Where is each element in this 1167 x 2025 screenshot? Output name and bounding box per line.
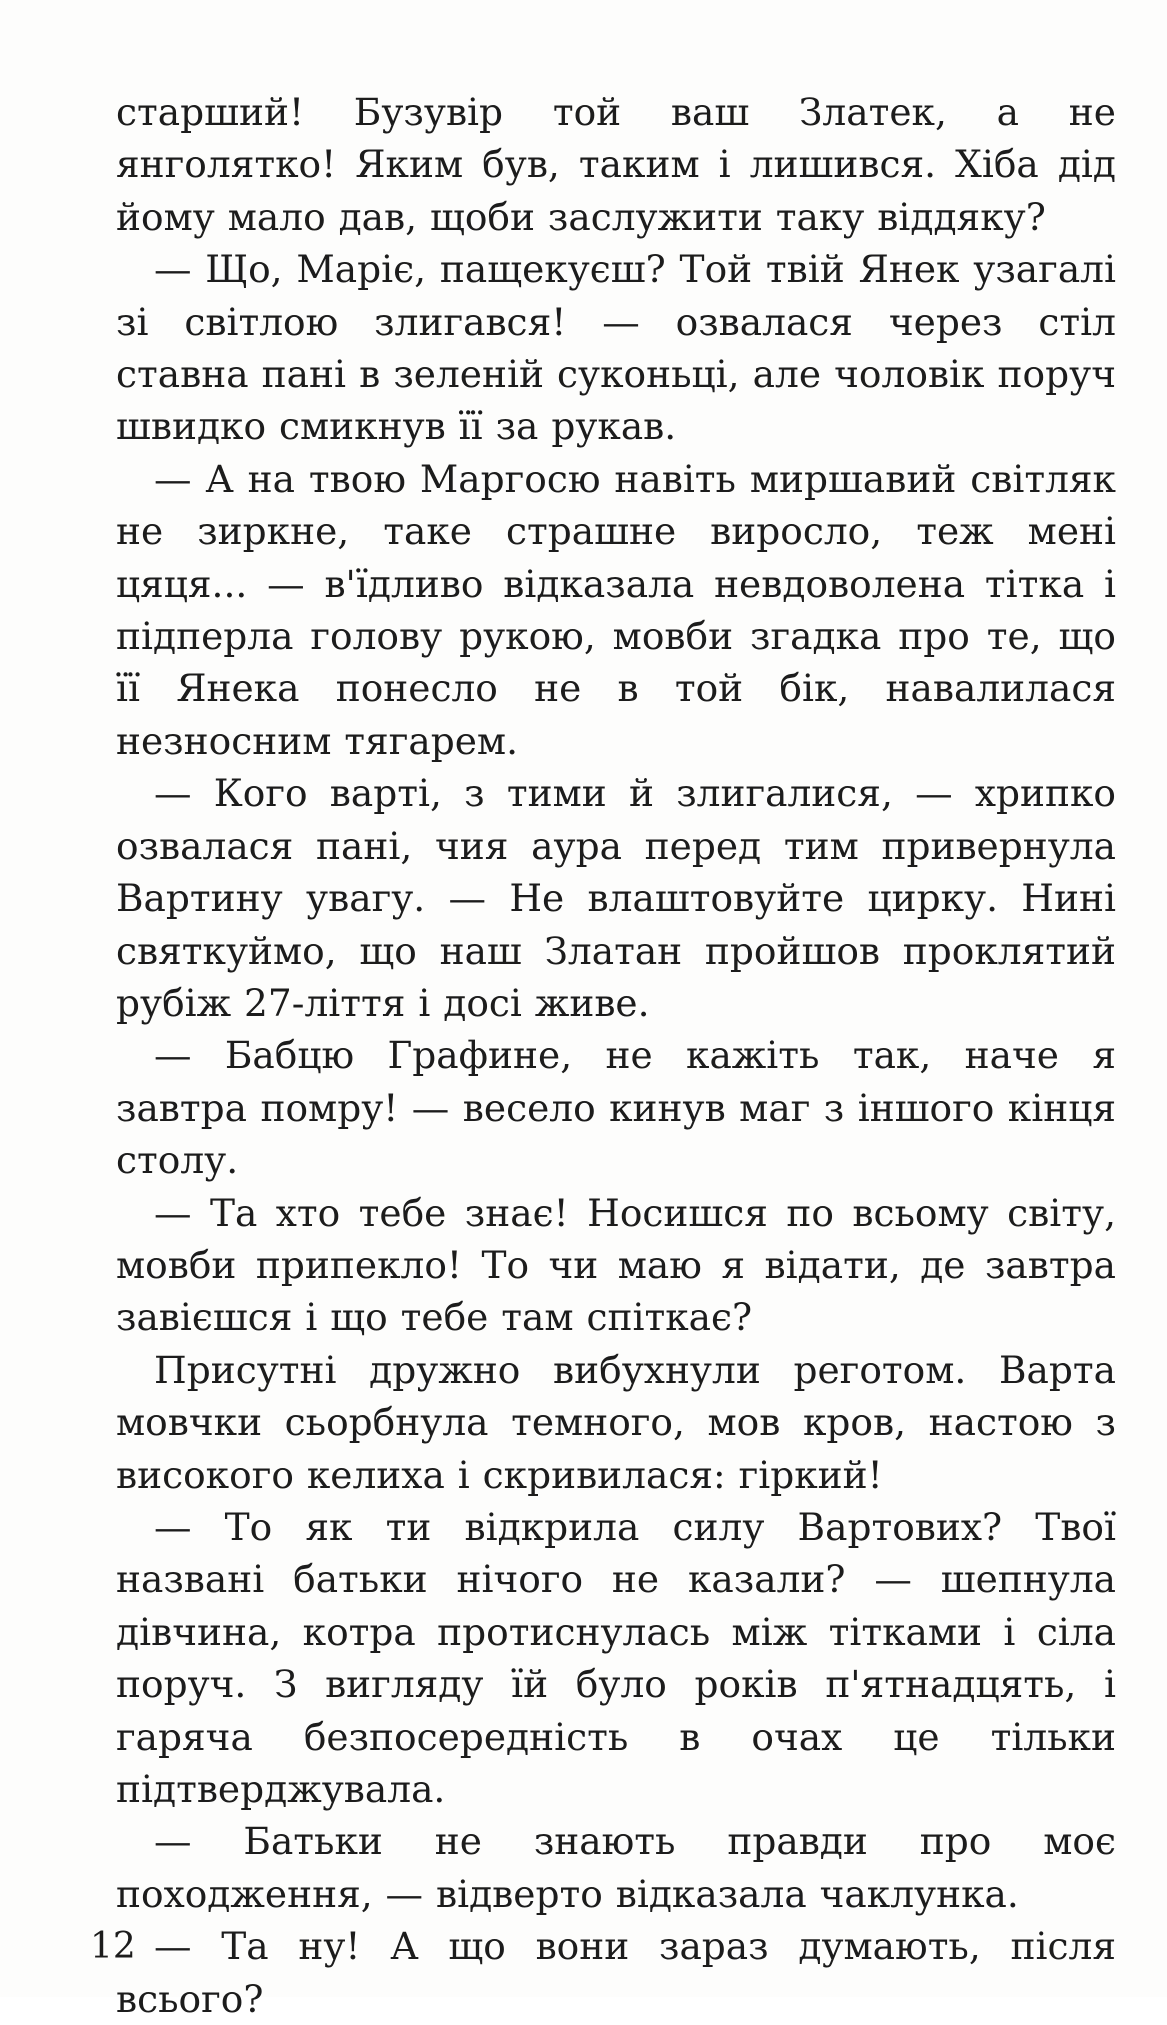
paragraph-6: — Та хто тебе знає! Носишся по всьому світу, мовби припекло! То чи маю я відати, де завтра завієшся і що тебе там спіткає? [116, 1190, 1116, 1340]
paragraph-8: — То як ти відкрила силу Вартових? Твої названі батьки нічого не казали? — шепнула дівчина, котра протиснулась між тітками і сіла поруч. З вигляду їй було років п'ятнадцять, і гаряча безпосередність в очах це тільки підтверджувала. [116, 1504, 1116, 1811]
paragraph-9: — Батьки не знають правди про моє походження, — відверто відказала чаклунка. [116, 1819, 1116, 1916]
page-text [116, 86, 1116, 2025]
paragraph-3: — А на твою Маргосю навіть миршавий світляк не зиркне, таке страшне виросло, теж мені цяця... — в'їдливо відказала невдоволена тітка і підперла голову рукою, мовби згадка про те, що її Янека понесло не в той бік, навалилася незносним тягарем. [116, 456, 1116, 763]
page-number: 12 [90, 1926, 136, 1967]
paragraph-2: — Що, Маріє, пащекуєш? Той твій Янек узагалі зі світлою злигався! — озвалася через стіл ставна пані в зеленій суконьці, але чоловік поруч швидко смикнув її за рукав. [116, 247, 1116, 449]
paragraph-5: — Бабцю Графине, не кажіть так, наче я завтра помру! — весело кинув маг з іншого кінця столу. [116, 1033, 1116, 1183]
paragraph-1: старший! Бузувір той ваш Златек, а не янголятко! Яким був, таким і лишився. Хіба дід йому мало дав, щоби заслужити таку віддяку? [116, 90, 1116, 239]
paragraph-10: — Та ну! А що вони зараз думають, після всього? [116, 1924, 1116, 2021]
paragraph-4: — Кого варті, з тими й злигалися, — хрипко озвалася пані, чия аура перед тим привернула Вартину увагу. — Не влаштовуйте цирку. Нині святкуймо, що наш Златан пройшов проклятий рубіж 27-ліття і досі живе. [116, 771, 1116, 1025]
paragraph-7: Присутні дружно вибухнули реготом. Варта мовчки сьорбнула темного, мов кров, настою з високого келиха і скривилася: гіркий! [116, 1347, 1116, 1497]
